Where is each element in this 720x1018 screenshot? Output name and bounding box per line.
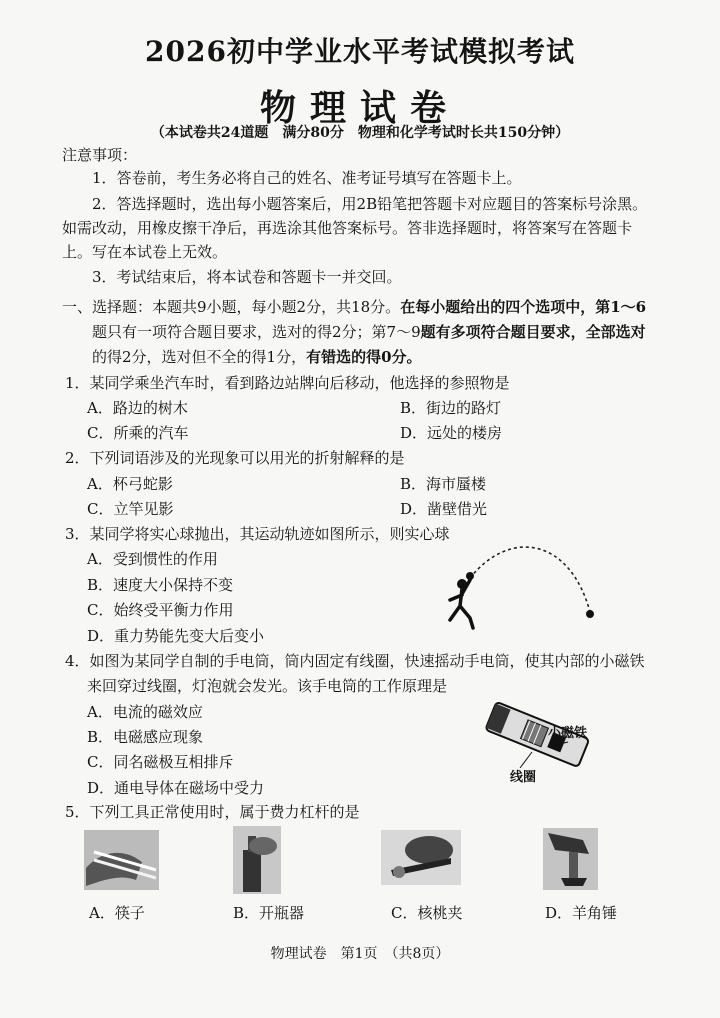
q5-option-a: A．筷子 <box>89 904 145 922</box>
label-magnet: 小磁铁 <box>548 726 588 741</box>
q4-option-b: B．电磁感应现象 <box>87 728 204 746</box>
q4-stem-line1: 4．如图为某同学自制的手电筒，筒内固定有线圈，快速摇动手电筒，使其内部的小磁铁 <box>65 652 645 670</box>
section-instructions-line2 <box>92 322 646 342</box>
q2-option-b: B．海市蜃楼 <box>400 475 487 493</box>
q3-option-d: D．重力势能先变大后变小 <box>87 627 265 645</box>
q3-option-b: B．速度大小保持不变 <box>87 576 234 594</box>
shot-put-trajectory-figure <box>440 540 610 640</box>
notice-heading: 注意事项： <box>62 146 138 164</box>
q5-stem: 5．下列工具正常使用时，属于费力杠杆的是 <box>65 803 360 821</box>
q4-option-a: A．电流的磁效应 <box>87 703 203 721</box>
notice-item-2-line3: 上。写在本试卷上无效。 <box>62 243 228 261</box>
q1-option-a: A．路边的树木 <box>87 399 188 417</box>
section-instructions-line3 <box>92 347 422 367</box>
q5-option-d: D．羊角锤 <box>545 904 618 922</box>
notice-item-2-line2: 如需改动，用橡皮擦干净后，再选涂其他答案标号。答非选择题时，将答案写在答题卡 <box>62 219 633 237</box>
q4-stem-line2: 来回穿过线圈，灯泡就会发光。该手电筒的工作原理是 <box>87 677 448 695</box>
section-text: 的得2分，选对但不全的得1分， <box>92 348 307 366</box>
exam-info: （本试卷共24道题 满分80分 物理和化学考试时长共150分钟） <box>150 125 570 141</box>
q5-option-c: C．核桃夹 <box>391 904 463 922</box>
q2-option-c: C．立竿见影 <box>87 500 174 518</box>
section-text: 题只有一项符合题目要求，选对的得2分；第7～9 <box>92 323 421 341</box>
q3-option-a: A．受到惯性的作用 <box>87 550 218 568</box>
notice-item-2-line1: 2．答选择题时，选出每小题答案后，用2B铅笔把答题卡对应题目的答案标号涂黑。 <box>92 195 648 213</box>
bottle-opener-image <box>233 826 281 894</box>
page-footer: 物理试卷 第1页 （共8页） <box>270 946 450 962</box>
nutcracker-image <box>381 830 461 885</box>
q2-option-d: D．凿壁借光 <box>400 500 488 518</box>
chopsticks-image <box>84 830 159 890</box>
section-instructions-line1 <box>62 297 646 317</box>
q4-option-d: D．通电导体在磁场中受力 <box>87 779 265 797</box>
q1-option-b: B．街边的路灯 <box>400 399 502 417</box>
exam-title: 2026初中学业水平考试模拟考试 <box>145 35 575 68</box>
q4-option-c: C．同名磁极互相排斥 <box>87 753 234 771</box>
section-text-bold: 有错选的得0分。 <box>306 348 422 366</box>
q1-option-c: C．所乘的汽车 <box>87 424 189 442</box>
label-coil: 线圈 <box>510 770 537 785</box>
notice-item-1: 1．答卷前，考生务必将自己的姓名、准考证号填写在答题卡上。 <box>92 169 522 187</box>
q5-option-b: B．开瓶器 <box>233 904 305 922</box>
section-text-bold: 题有多项符合题目要求，全部选对 <box>420 323 646 341</box>
notice-item-3: 3．考试结束后，将本试卷和答题卡一并交回。 <box>92 268 402 286</box>
q2-stem: 2．下列词语涉及的光现象可以用光的折射解释的是 <box>65 449 405 467</box>
q3-option-c: C．始终受平衡力作用 <box>87 601 234 619</box>
claw-hammer-image <box>543 828 598 890</box>
subject-title: 物理试卷 <box>259 87 460 129</box>
q1-option-d: D．远处的楼房 <box>400 424 503 442</box>
section-text: 一、选择题：本题共9小题，每小题2分，共18分。 <box>62 298 401 316</box>
q2-option-a: A．杯弓蛇影 <box>87 475 173 493</box>
q3-stem: 3．某同学将实心球抛出，其运动轨迹如图所示，则实心球 <box>65 525 450 543</box>
q1-stem: 1．某同学乘坐汽车时，看到路边站牌向后移动，他选择的参照物是 <box>65 374 510 392</box>
section-text-bold: 在每小题给出的四个选项中，第1～6 <box>400 298 647 316</box>
